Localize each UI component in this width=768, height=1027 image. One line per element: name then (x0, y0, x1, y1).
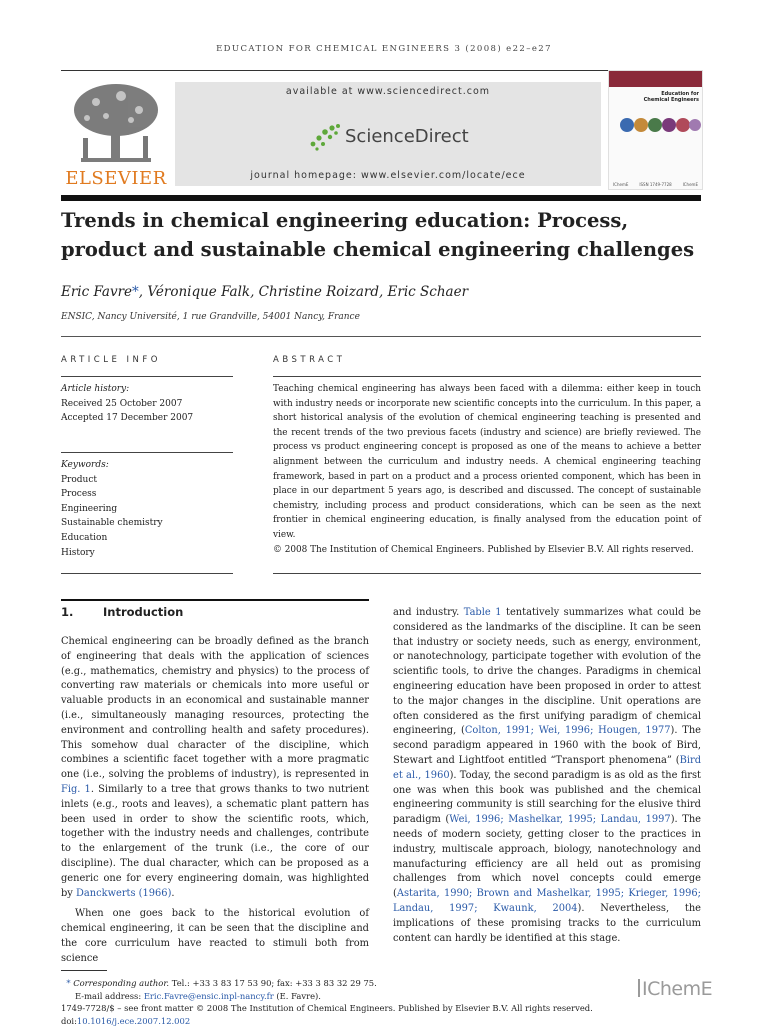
danckwerts-citation-link[interactable]: Danckwerts (1966) (76, 888, 171, 899)
keywords-rule (61, 452, 233, 453)
footnote (61, 977, 641, 1027)
abstract-rule (273, 376, 701, 377)
text-run: ). The needs of modern society, getting closer to the practices in industry, multiscale approach, biology, nanotechnology and manufacturing efficiency are all held out as promising challenges from which novel concepts could emerge ( (393, 814, 701, 899)
elsevier-tree-icon (61, 80, 171, 168)
icheme-bar-icon (638, 979, 640, 997)
article-info-bottom-rule (61, 573, 233, 574)
journal-cover[interactable] (608, 70, 703, 190)
cover-foot-left: IChemE (613, 182, 628, 187)
intro-paragraph-3 (393, 606, 701, 946)
intro-paragraph-1 (61, 635, 369, 901)
article-title: Trends in chemical engineering education: Process, product and sustainable chemical engineering challenges (61, 206, 711, 264)
article-info-heading: ARTICLE INFO (61, 355, 161, 365)
authors (61, 284, 701, 300)
citation-link[interactable]: Colton, 1991; Wei, 1996; Hougen, 1977 (465, 725, 671, 736)
cover-foot-mid: ISSN 1749-7728 (639, 182, 671, 187)
history-label: Article history: (61, 382, 233, 397)
abstract-heading: ABSTRACT (273, 355, 345, 365)
abstract-body: Teaching chemical engineering has always been faced with a dilemma: either keep in touch with industry needs or incorporate new scientific concepts into the curriculum. In this paper, a short historical analysis of the evolution of chemical engineering teaching is presented and the recent trends of the two previous facets (industry and science) are briefly reviewed. The process vs product engineering concept is proposed as one of the means to achieve a better alignment between the curriculum and industry needs. A chemical engineering teaching framework, based in part on a product and a process oriented component, which has been in place in our department 5 years ago, is described and discussed. The concept of sustainable chemistry, including process and product considerations, which can be seen as the next frontier in chemical engineering education, is finally analysed from the education point of view. (273, 382, 701, 543)
cover-images-icon (619, 115, 701, 135)
text-run: ). The second paradigm appeared in 1960 with the book of Bird, Stewart and Lightfoot entitled “Transport phenomena” ( (393, 725, 701, 766)
section-heading-introduction (61, 605, 183, 619)
body-column-left (61, 635, 369, 967)
abstract-text (273, 382, 701, 557)
corresponding-star-link[interactable]: * (132, 284, 139, 300)
header-thick-rule (61, 195, 701, 201)
journal-homepage-link[interactable]: journal homepage: www.elsevier.com/locate/ece (175, 170, 601, 181)
text-run: and industry. (393, 607, 464, 618)
section-number: 1. (61, 605, 103, 619)
sciencedirect-dots-icon (305, 122, 341, 152)
text-run: . Similarly to a tree that grows thanks to two nutrient inlets (e.g., roots and leaves), a schematic plant pattern has been used in order to show the scientific roots, which, together with the industry needs and challenges, contribute to the enlargement of the trunk (i.e., the core of our discipline). The dual character, which can be proposed as a generic one for every engineering domain, was highlighted by (61, 784, 369, 899)
keyword: Engineering (61, 502, 233, 517)
citation-link[interactable]: Bird et al., 1960 (393, 755, 701, 781)
cover-footer (613, 182, 698, 187)
icheme-wordmark: IChemE (642, 978, 712, 1000)
doi-link[interactable]: 10.1016/j.ece.2007.12.002 (77, 1016, 190, 1026)
top-rule (61, 70, 701, 71)
table-1-link[interactable]: Table 1 (464, 607, 502, 618)
text-run: tentatively summarizes what could be considered as the landmarks of the discipline. It can be seen that industry or society needs, such as energy, environment, or nanotechnology, participate together with evolution of the scientific tools, to drive the changes. Paradigms in chemical engineering education have been proposed in order to attest to the major changes in the discipline. Unit operations are often considered as the first unifying paradigm of chemical engineering, ( (393, 607, 701, 736)
elsevier-wordmark: ELSEVIER (61, 168, 171, 189)
cover-band (609, 71, 702, 87)
email-suffix: (E. Favre). (274, 991, 321, 1001)
keywords (61, 458, 233, 560)
title-rule (61, 336, 701, 337)
sciencedirect-banner (175, 82, 601, 186)
email-line (61, 990, 641, 1003)
affiliation: ENSIC, Nancy Université, 1 rue Grandville, 54001 Nancy, France (61, 312, 701, 322)
keyword: Education (61, 531, 233, 546)
corresponding-label: Corresponding author. (73, 978, 169, 988)
intro-rule (61, 599, 369, 601)
fig-1-link[interactable]: Fig. 1 (61, 784, 91, 795)
citation-link[interactable]: Astarita, 1990; Brown and Mashelkar, 1995; Krieger, 1996; Landau, 1997; Kwaunk, 2004 (393, 888, 701, 914)
citation-link[interactable]: Wei, 1996; Mashelkar, 1995; Landau, 1997 (449, 814, 670, 825)
sciencedirect-wordmark: ScienceDirect (345, 126, 469, 147)
text-run: Chemical engineering can be broadly defined as the branch of engineering that deals with the application of sciences (e.g., mathematics, chemistry and physics) to the process of converting raw materials or chemicals into more useful or valuable products in an economical and sustainable manner (i.e., simultaneously managing resources, protecting the environment and controlling health and safety procedures). This somehow dual character of the discipline, which combines a scientific facet together with a more pragmatic one (i.e., solving the problems of industry), is represented in (61, 636, 369, 780)
cover-title: Education for Chemical Engineers (639, 91, 699, 103)
icheme-logo (638, 978, 712, 1000)
doi-label: doi: (61, 1016, 77, 1026)
email-label: E-mail address: (75, 991, 144, 1001)
section-title: Introduction (103, 605, 183, 619)
accepted-date: Accepted 17 December 2007 (61, 411, 233, 426)
doi-line (61, 1015, 641, 1027)
abstract-copyright: © 2008 The Institution of Chemical Engineers. Published by Elsevier B.V. All rights reserved. (273, 543, 701, 558)
tel-fax: Tel.: +33 3 83 17 53 90; fax: +33 3 83 32 29 75. (169, 978, 377, 988)
intro-paragraph-2: When one goes back to the historical evolution of chemical engineering, it can be seen that the discipline and the core curriculum have reacted to stimuli both from science (61, 907, 369, 966)
sciencedirect-logo[interactable] (305, 120, 475, 154)
body-column-right (393, 606, 701, 946)
article-history (61, 382, 233, 426)
received-date: Received 25 October 2007 (61, 397, 233, 412)
keyword: Process (61, 487, 233, 502)
footnote-star: * (66, 978, 70, 988)
footnote-rule (61, 970, 107, 971)
cover-foot-right: IChemE (683, 182, 698, 187)
author-first: Eric Favre (61, 284, 132, 300)
text-run: . (171, 888, 174, 899)
keywords-label: Keywords: (61, 458, 233, 473)
corresponding-author-note (61, 977, 641, 990)
email-link[interactable]: Eric.Favre@ensic.inpl-nancy.fr (144, 991, 274, 1001)
abstract-bottom-rule (273, 573, 701, 574)
keyword: Sustainable chemistry (61, 516, 233, 531)
issn-line: 1749-7728/$ – see front matter © 2008 The Institution of Chemical Engineers. Published by Elsevier B.V. All rights reserved. (61, 1002, 641, 1015)
keyword: Product (61, 473, 233, 488)
text-run: ). Today, the second paradigm is as old as the first one was when this book was published and the chemical engineering community is still searching for the elusive third paradigm ( (393, 770, 701, 825)
text-run: ). Nevertheless, the implications of these promising tracks to the curriculum content can hardly be identified at this stage. (393, 903, 701, 944)
available-at-link[interactable]: available at www.sciencedirect.com (175, 86, 601, 97)
running-head: EDUCATION FOR CHEMICAL ENGINEERS 3 (2008) e22–e27 (0, 44, 768, 54)
article-info-rule (61, 376, 233, 377)
keyword: History (61, 546, 233, 561)
authors-rest: , Véronique Falk, Christine Roizard, Eric Schaer (139, 284, 468, 300)
elsevier-logo (61, 80, 171, 190)
